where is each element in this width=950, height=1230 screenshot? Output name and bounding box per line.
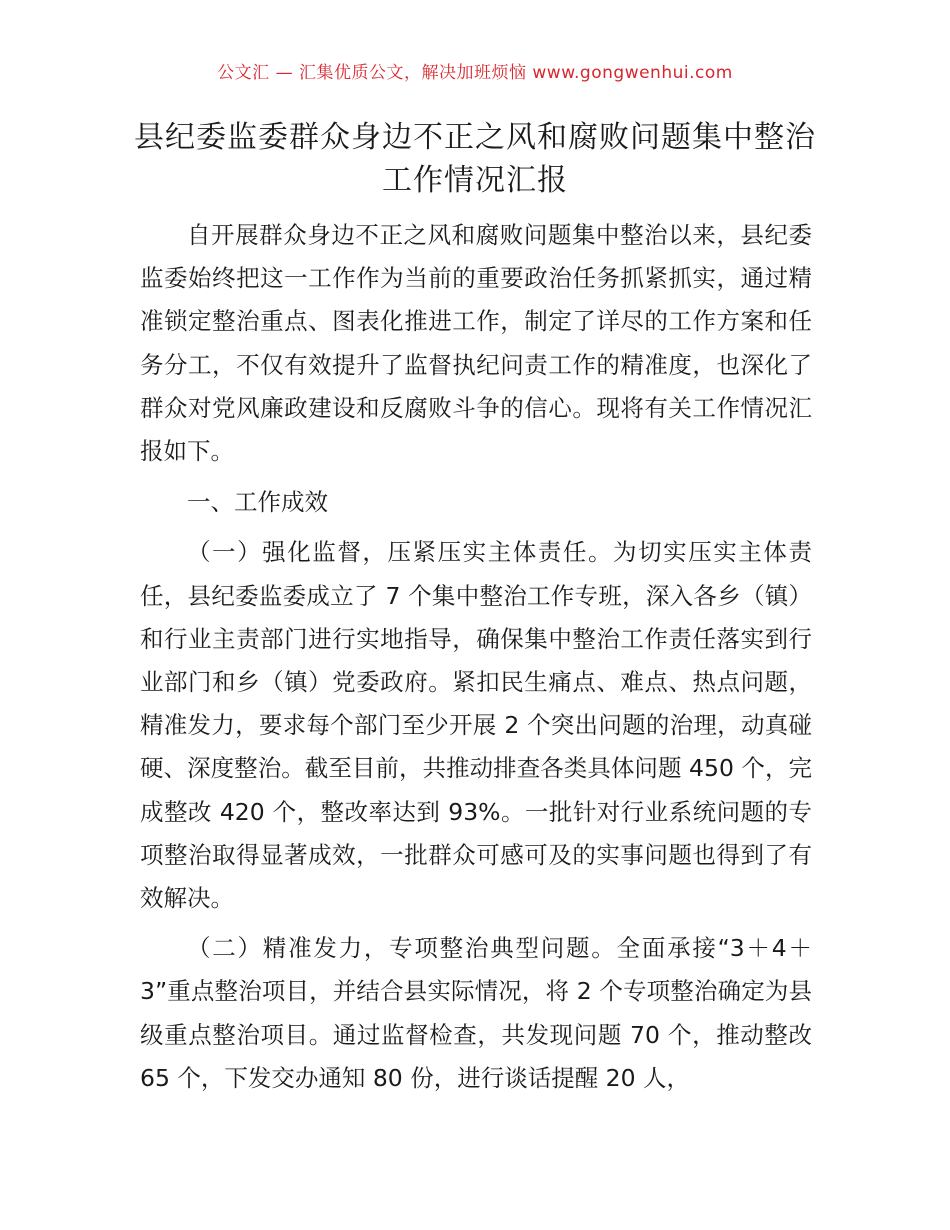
section-heading: 一、工作成效 [187,488,328,517]
intro-paragraph: 自开展群众身边不正之风和腐败问题集中整治以来，县纪委监委始终把这一工作作为当前的重要政治任务抓紧抓实，通过精准锁定整治重点、图表化推进工作，制定了详尽的工作方案和任务分工，不仅有效提升了监督执纪问责工作的精准度，也深化了群众对党风廉政建设和反腐败斗争的信心。现将有关工作情况汇报如下。 [140,221,812,466]
document-body [140,214,812,1100]
body-paragraph: （一）强化监督，压紧压实主体责任。为切实压实主体责任，县纪委监委成立了 7 个集中整治工作专班，深入各乡（镇）和行业主责部门进行实地指导，确保集中整治工作责任落实到行业部门和乡（镇）党委政府。紧扣民生痛点、难点、热点问题，精准发力，要求每个部门至少开展 2 个突出问题的治理，动真碰硬、深度整治。截至目前，共推动排查各类具体问题 450 个，完成整改 420 个，整改率达到 93%。一批针对行业系统问题的专项整治取得显著成效，一批群众可感可及的实事问题也得到了有效解决。 [140,538,812,913]
body-paragraph: （二）精准发力，专项整治典型问题。全面承接“3＋4＋3”重点整治项目，并结合县实际情况，将 2 个专项整治确定为县级重点整治项目。通过监督检查，共发现问题 70 个，推动整改 65 个，下发交办通知 80 份，进行谈话提醒 20 人， [140,934,812,1092]
document-title: 县纪委监委群众身边不正之风和腐败问题集中整治工作情况汇报 [134,120,816,198]
site-header-banner: 公文汇 — 汇集优质公文，解决加班烦恼 www.gongwenhui.com [217,63,733,83]
